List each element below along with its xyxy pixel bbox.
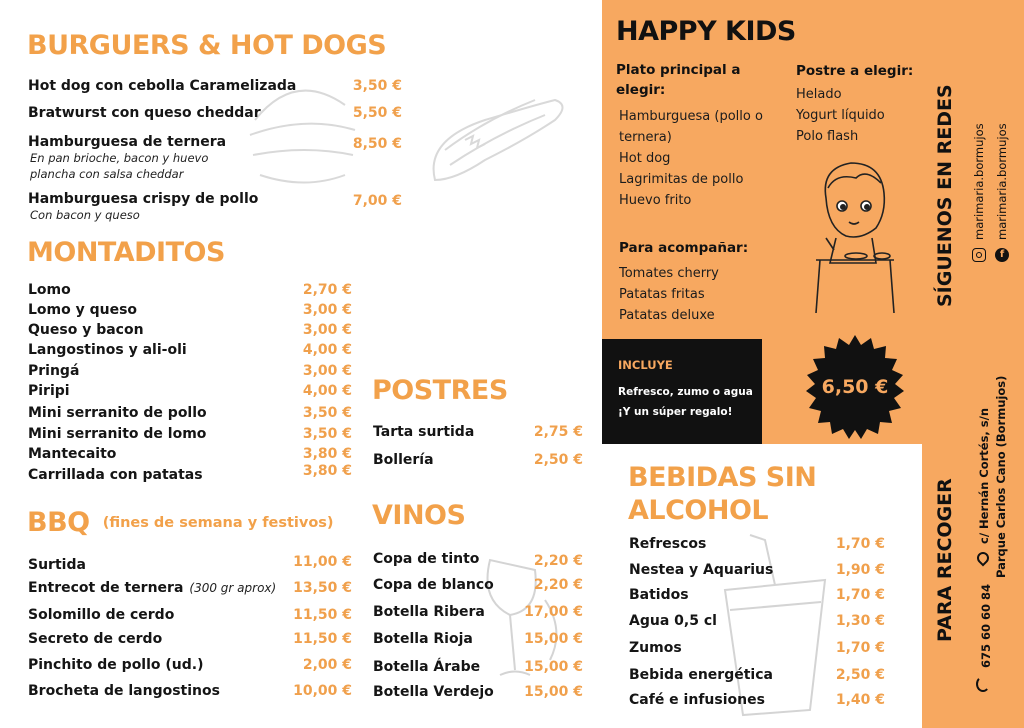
pickup-title: PARA RECOGER <box>934 478 956 642</box>
menu-item-price: 3,50 € <box>302 426 352 442</box>
kid-main-item: Hot dog <box>619 151 671 166</box>
dessert-heading: Postre a elegir: <box>796 63 914 79</box>
menu-item-name: Mini serranito de lomo <box>28 426 207 442</box>
menu-item-price: 3,50 € <box>302 405 352 421</box>
menu-item-name: Botella Ribera <box>373 604 485 620</box>
menu-item-price: 2,00 € <box>302 657 352 673</box>
menu-item-price: 4,00 € <box>302 342 352 358</box>
menu-item-name: Mini serranito de pollo <box>28 405 207 421</box>
side-heading: Para acompañar: <box>619 240 749 256</box>
menu-item-name: Mantecaito <box>28 446 117 462</box>
kid-main-item: Huevo frito <box>619 193 692 208</box>
menu-item-price: 2,70 € <box>302 282 352 298</box>
menu-item-name: Tarta surtida <box>373 424 475 440</box>
menu-item-name: Lomo y queso <box>28 302 138 318</box>
menu-item-price: 2,50 € <box>533 452 583 468</box>
kid-main-item: Lagrimitas de pollo <box>619 172 744 187</box>
menu-item-name: Bratwurst con queso cheddar <box>28 105 261 121</box>
kid-side-item: Patatas deluxe <box>619 308 715 323</box>
kid-dessert-item: Polo flash <box>796 129 859 144</box>
menu-item-name: Langostinos y ali-oli <box>28 342 187 358</box>
menu-item-price: 10,00 € <box>293 683 352 699</box>
menu-item-price: 1,90 € <box>835 562 885 578</box>
kids-price: 6,50 € <box>821 376 889 398</box>
menu-item-price: 2,20 € <box>533 577 583 593</box>
burgers-list <box>28 78 402 228</box>
menu-item-name: Botella Rioja <box>373 631 473 647</box>
kid-main-item: Hamburguesa (pollo o <box>619 109 763 124</box>
menu-item-price: 13,50 € <box>293 580 352 596</box>
burgers-title: BURGUERS & HOT DOGS <box>27 30 387 61</box>
menu-item-name <box>28 580 276 596</box>
menu-item-price: 1,70 € <box>835 587 885 603</box>
menu-item-label: Entrecot de ternera <box>28 580 184 596</box>
menu-item-name: Bollería <box>373 452 434 468</box>
menu-item-name: Queso y bacon <box>28 322 144 338</box>
menu-item-price: 2,75 € <box>533 424 583 440</box>
menu-item-name: Carrillada con patatas <box>28 467 203 483</box>
menu-item-name: Hot dog con cebolla Caramelizada <box>28 78 297 94</box>
menu-item-price: 17,00 € <box>524 604 583 620</box>
menu-item-price: 2,20 € <box>533 553 583 569</box>
instagram-handle[interactable]: marimaria.bormujos <box>972 123 986 240</box>
menu-item-description: plancha con salsa cheddar <box>30 167 184 181</box>
menu-item-price: 1,30 € <box>835 613 885 629</box>
menu-item-name: Copa de blanco <box>373 577 494 593</box>
kid-dessert-item: Yogurt líquido <box>796 108 885 123</box>
postres-title: POSTRES <box>372 375 508 406</box>
menu-item-price: 15,00 € <box>524 631 583 647</box>
menu-item-name: Lomo <box>28 282 71 298</box>
menu-item-price: 1,40 € <box>835 692 885 708</box>
menu-item-note: (300 gr aprox) <box>189 581 277 595</box>
includes-title: INCLUYE <box>618 358 673 372</box>
menu-item-name: Pinchito de pollo (ud.) <box>28 657 204 673</box>
facebook-handle[interactable]: marimaria.bormujos <box>995 123 1009 240</box>
menu-item-name: Piripi <box>28 383 70 399</box>
menu-item-price: 1,70 € <box>835 640 885 656</box>
bbq-list <box>28 554 352 707</box>
menu-item-price: 3,80 € <box>302 463 352 479</box>
menu-item-description: En pan brioche, bacon y huevo <box>30 151 209 165</box>
montaditos-list <box>28 282 352 487</box>
menu-item-name: Secreto de cerdo <box>28 631 163 647</box>
menu-item-price: 2,50 € <box>835 667 885 683</box>
kid-main-item: ternera) <box>619 130 672 145</box>
vinos-list <box>373 551 583 701</box>
main-dish-heading: Plato principal a <box>616 62 741 78</box>
menu-item-price: 3,00 € <box>302 302 352 318</box>
menu-item-price: 3,00 € <box>302 363 352 379</box>
menu-item-price: 15,00 € <box>524 684 583 700</box>
menu-item-name: Café e infusiones <box>629 692 765 708</box>
menu-item-description: Con bacon y queso <box>30 208 140 222</box>
phone-icon <box>976 676 990 692</box>
pickup-address-2: Parque Carlos Cano (Bormujos) <box>994 375 1008 578</box>
bebidas-title-line-1: BEBIDAS SIN <box>628 462 817 493</box>
includes-line-1: Refresco, zumo o agua <box>618 386 753 398</box>
menu-item-name: Nestea y Aquarius <box>629 562 774 578</box>
bbq-heading <box>27 507 334 538</box>
social-title: SÍGUENOS EN REDES <box>934 84 956 307</box>
vinos-title: VINOS <box>372 500 466 531</box>
menu-item-price: 11,50 € <box>293 607 352 623</box>
menu-item-name: Copa de tinto <box>373 551 480 567</box>
bbq-title: BBQ <box>27 507 90 538</box>
postres-list <box>373 424 583 474</box>
includes-line-2: ¡Y un súper regalo! <box>618 406 733 418</box>
child-eating-illustration <box>806 158 902 318</box>
kid-side-item: Patatas fritas <box>619 287 705 302</box>
menu-item-name: Botella Árabe <box>373 659 481 675</box>
menu-item-price: 5,50 € <box>352 105 402 121</box>
menu-item-name: Refrescos <box>629 536 707 552</box>
menu-item-price: 4,00 € <box>302 383 352 399</box>
montaditos-title: MONTADITOS <box>27 237 225 268</box>
menu-item-name: Solomillo de cerdo <box>28 607 175 623</box>
happy-kids-title: HAPPY KIDS <box>616 16 796 47</box>
menu-item-name: Hamburguesa de ternera <box>28 134 227 150</box>
instagram-icon[interactable] <box>972 248 986 262</box>
menu-item-price: 11,00 € <box>293 554 352 570</box>
menu-item-name: Surtida <box>28 557 86 573</box>
menu-item-name: Pringá <box>28 363 80 379</box>
menu-item-price: 1,70 € <box>835 536 885 552</box>
menu-item-name: Brocheta de langostinos <box>28 683 220 699</box>
menu-item-name: Zumos <box>629 640 682 656</box>
menu-item-name: Botella Verdejo <box>373 684 494 700</box>
menu-item-price: 3,00 € <box>302 322 352 338</box>
menu-item-price: 11,50 € <box>293 631 352 647</box>
bbq-subtitle: (fines de semana y festivos) <box>102 515 334 531</box>
pickup-address-1: c/ Hernán Cortés, s/n <box>977 407 991 544</box>
pickup-phone[interactable]: 675 60 60 84 <box>979 583 993 668</box>
menu-item-price: 8,50 € <box>352 136 402 152</box>
menu-item-price: 7,00 € <box>352 193 402 209</box>
menu-item-name: Hamburguesa crispy de pollo <box>28 191 259 207</box>
kid-side-item: Tomates cherry <box>619 266 719 281</box>
bebidas-title-line-2: ALCOHOL <box>628 495 769 526</box>
menu-item-price: 15,00 € <box>524 659 583 675</box>
menu-item-name: Agua 0,5 cl <box>629 613 717 629</box>
menu-item-name: Bebida energética <box>629 667 773 683</box>
main-dish-heading-2: elegir: <box>616 82 666 98</box>
menu-item-price: 3,80 € <box>302 446 352 462</box>
menu-item-name: Batidos <box>629 587 689 603</box>
bebidas-list <box>629 536 885 711</box>
kid-dessert-item: Helado <box>796 87 842 102</box>
menu-item-price: 3,50 € <box>352 78 402 94</box>
facebook-icon[interactable]: f <box>995 248 1009 262</box>
